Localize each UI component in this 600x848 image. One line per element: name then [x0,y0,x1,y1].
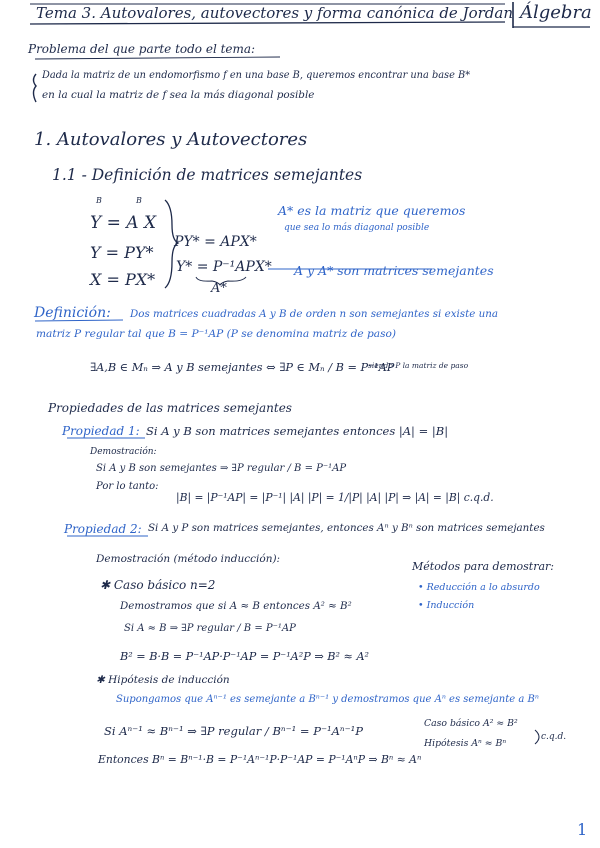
hypothesis-heading: ✱ Hipótesis de inducción [96,674,230,686]
properties-heading: Propiedades de las matrices semejantes [48,401,292,415]
basis-label-y: B [96,196,102,205]
basis-label-x: B [136,196,142,205]
equation-y-py: Y = PY* [90,243,154,262]
base-case-heading: ✱ Caso básico n=2 [100,578,216,592]
problem-line-1: Dada la matriz de un endomorfismo f en una base B, queremos encontrar una base B* [42,70,471,81]
hypothesis-line-1: Supongamos que Aⁿ⁻¹ es semejante a Bⁿ⁻¹ y demostramos que Aⁿ es semejante a Bⁿ [116,694,539,705]
demonstration-induction: Demostración (método inducción): [96,553,281,565]
property-2-label: Propiedad 2: [64,522,142,536]
problem-line-2: en la cual la matriz de f sea la más diagonal posible [42,89,315,101]
equation-x-px: X = PX* [90,270,156,289]
a-star-label: A* [211,281,227,296]
demonstration-label: Demostración: [90,447,157,457]
subject-label: Álgebra [520,2,592,23]
definition-line-2: matriz P regular tal que B = P⁻¹AP (P se denomina matriz de paso) [36,328,397,340]
definition-formula: ∃A,B ∈ Mₙ ⇒ A y B semejantes ⇔ ∃P ∈ Mₙ / B = P⁻¹AP [90,361,395,374]
property-2-text: Si A y P son matrices semejantes, entonces Aⁿ y Bⁿ son matrices semejantes [148,522,545,534]
qed-mark: c.q.d. [541,732,567,742]
equation-substitution: PY* = APX* [174,234,257,250]
problem-label: Problema del que parte todo el tema: [28,42,256,56]
definition-side-note: siendo P la matriz de paso [368,361,469,370]
property-1-text: Si A y B son matrices semejantes entonces |A| = |B| [146,424,449,438]
note-desired-matrix: A* es la matriz que queremos [278,203,466,218]
page-number: 1 [577,820,588,839]
note-similar: A y A* son matrices semejantes [294,263,494,278]
hypothesis-line-3: Entonces Bⁿ = Bⁿ⁻¹·B = P⁻¹Aⁿ⁻¹P·P⁻¹AP = P⁻¹AⁿP ⇒ Bⁿ ≈ Aⁿ [98,753,422,766]
definition-label: Definición: [34,305,111,321]
hypothesis-line-2: Si Aⁿ⁻¹ ≈ Bⁿ⁻¹ ⇒ ∃P regular / Bⁿ⁻¹ = P⁻¹Aⁿ⁻¹P [104,724,364,738]
base-case-line-1: Demostramos que si A ≈ B entonces A² ≈ B² [120,600,352,612]
methods-title: Métodos para demostrar: [412,560,554,573]
proof-line-1: Si A y B son semejantes ⇒ ∃P regular / B = P⁻¹AP [96,463,347,474]
proof-line-3: |B| = |P⁻¹AP| = |P⁻¹| |A| |P| = 1/|P| |A| |P| ⇒ |A| = |B| c.q.d. [176,491,494,504]
page-title: Tema 3. Autovalores, autovectores y forma canónica de Jordan [36,4,513,22]
summary-hypothesis: Hipótesis Aⁿ ≈ Bⁿ [424,738,507,749]
base-case-line-2: Si A ≈ B ⇒ ∃P regular / B = P⁻¹AP [124,623,296,634]
property-1-label: Propiedad 1: [62,424,140,438]
summary-base-case: Caso básico A² ≈ B² [424,718,518,729]
equation-y-ax: Y = A X [90,213,157,233]
base-case-line-3: B² = B·B = P⁻¹AP·P⁻¹AP = P⁻¹A²P ⇒ B² ≈ A² [120,650,370,663]
proof-line-2: Por lo tanto: [96,481,159,492]
method-absurd: • Reducción a lo absurdo [418,582,540,593]
definition-line-1: Dos matrices cuadradas A y B de orden n son semejantes si existe una [130,308,498,320]
section-heading-1: 1. Autovalores y Autovectores [34,129,308,150]
method-induction: • Inducción [418,600,475,611]
equation-y-star: Y* = P⁻¹APX* [176,259,272,275]
note-diagonal: que sea lo más diagonal posible [284,223,430,233]
subsection-heading-1-1: 1.1 - Definición de matrices semejantes [52,166,363,184]
